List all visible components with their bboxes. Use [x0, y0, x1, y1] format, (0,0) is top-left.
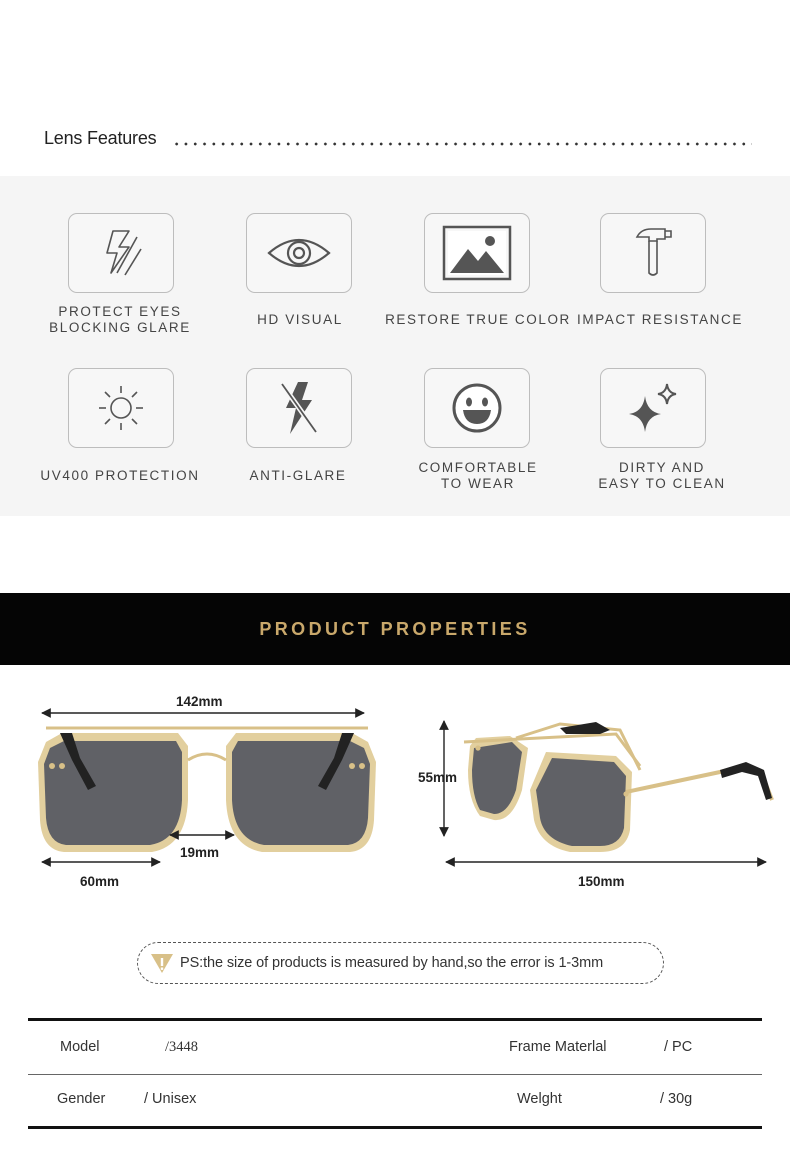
feature-label: IMPACT RESISTANCE [577, 312, 743, 327]
temple-length-label: 150mm [578, 874, 625, 889]
bridge-width-label: 19mm [180, 845, 220, 860]
feature-label: RESTORE TRUE COLOR [385, 312, 571, 327]
feature-label: DIRTY AND EASY TO CLEAN [598, 460, 726, 491]
frame-material-label: Frame Materlal [509, 1039, 607, 1055]
weight-value: / 30g [660, 1091, 693, 1107]
feature-label: HD VISUAL [257, 312, 343, 327]
feature-label: UV400 PROTECTION [40, 468, 200, 483]
gender-value: / Unisex [144, 1091, 197, 1107]
front-view-glasses [38, 728, 376, 852]
total-width-label: 142mm [176, 694, 223, 709]
measurement-note [137, 942, 664, 984]
lens-height-label: 55mm [418, 770, 458, 785]
feature-label: ANTI-GLARE [249, 468, 347, 483]
side-view-glasses [464, 722, 772, 852]
model-value: /3448 [165, 1039, 199, 1055]
measurement-note-text: PS:the size of products is measured by hand,so the error is 1-3mm [180, 955, 604, 971]
warning-icon [150, 952, 174, 974]
lens-features-title: Lens Features [44, 128, 157, 148]
table-row-divider [28, 1074, 762, 1075]
lens-width-label: 60mm [80, 874, 120, 889]
model-label: Model [60, 1039, 100, 1055]
gender-label: Gender [57, 1091, 106, 1107]
feature-label: PROTECT EYES BLOCKING GLARE [49, 304, 191, 335]
feature-label: COMFORTABLE TO WEAR [418, 460, 538, 491]
table-bottom-border [28, 1126, 762, 1129]
table-top-border [28, 1018, 762, 1021]
frame-material-value: / PC [664, 1039, 693, 1055]
weight-label: Welght [517, 1091, 562, 1107]
product-properties-title: PRODUCT PROPERTIES [259, 618, 531, 639]
